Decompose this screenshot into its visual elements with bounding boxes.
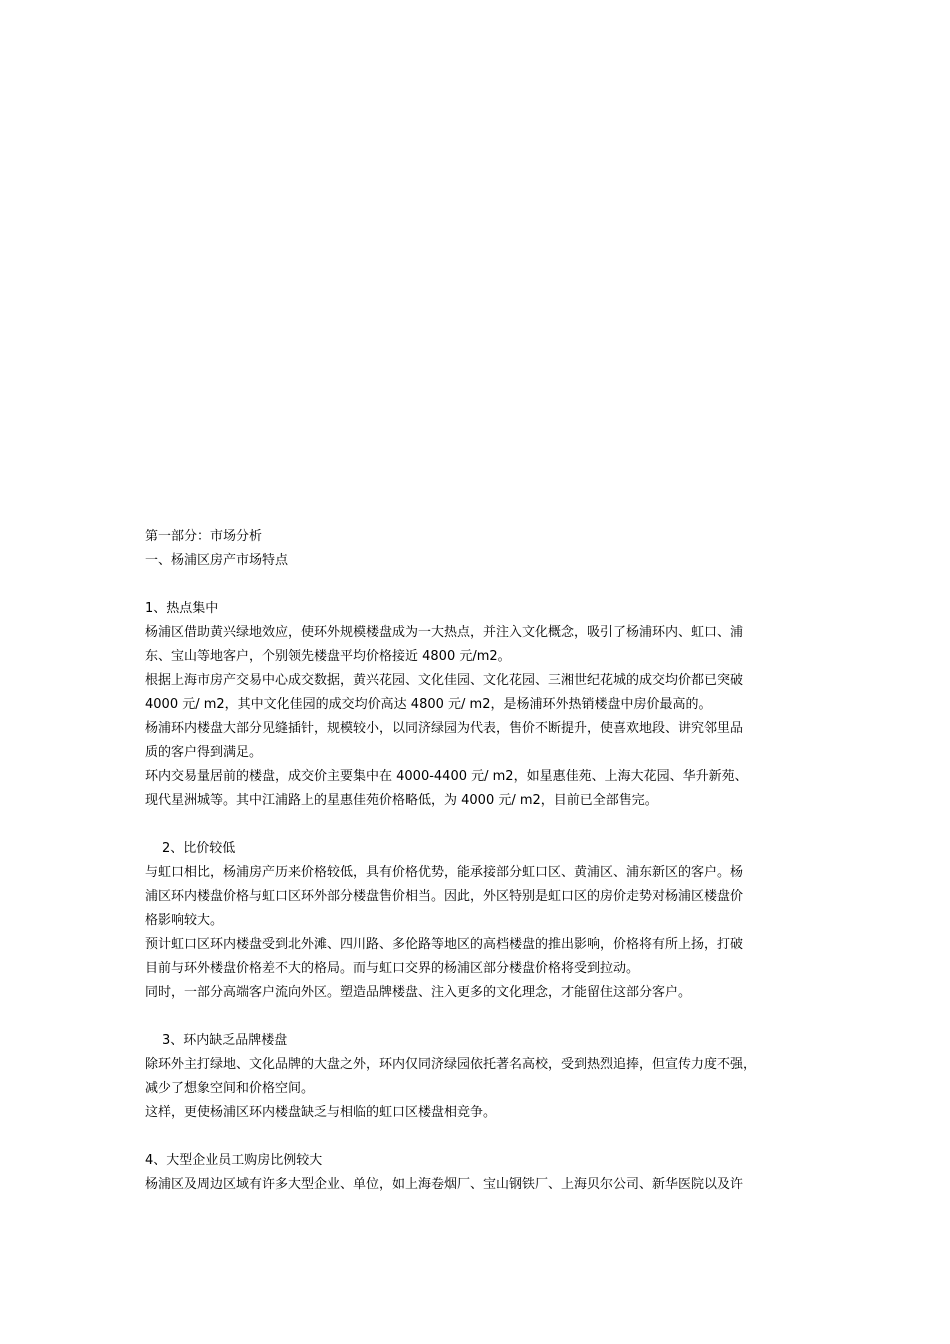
paragraph-line: 浦区环内楼盘价格与虹口区环外部分楼盘售价相当。因此，外区特别是虹口区的房价走势对杨浦区楼盘价 xyxy=(145,889,744,904)
spacer xyxy=(145,573,815,597)
paragraph-line: 与虹口相比，杨浦房产历来价格较低，具有价格优势，能承接部分虹口区、黄浦区、浦东新区的客户。杨 xyxy=(145,865,744,880)
document-body xyxy=(145,525,815,1197)
paragraph-line: 环内交易量居前的楼盘，成交价主要集中在 4000-4400 元/ m2，如星惠佳苑、上海大花园、华升新苑、 xyxy=(145,769,748,784)
paragraph-line: 杨浦区及周边区域有许多大型企业、单位，如上海卷烟厂、宝山钢铁厂、上海贝尔公司、新华医院以及许 xyxy=(145,1177,744,1192)
spacer xyxy=(145,1005,815,1029)
paragraph-line: 现代星洲城等。其中江浦路上的星惠佳苑价格略低，为 4000 元/ m2，目前已全部售完。 xyxy=(145,793,658,808)
paragraph-line: 质的客户得到满足。 xyxy=(145,745,263,760)
paragraph-line: 杨浦区借助黄兴绿地效应，使环外规模楼盘成为一大热点，并注入文化概念，吸引了杨浦环内、虹口、浦 xyxy=(145,625,744,640)
paragraph-line: 杨浦环内楼盘大部分见缝插针，规模较小，以同济绿园为代表，售价不断提升，使喜欢地段、讲究邻里品 xyxy=(145,721,744,736)
subsection-heading-2: 2、比价较低 xyxy=(162,841,236,856)
paragraph-line: 这样，更使杨浦区环内楼盘缺乏与相临的虹口区楼盘相竞争。 xyxy=(145,1105,497,1120)
paragraph-line: 4000 元/ m2，其中文化佳园的成交均价高达 4800 元/ m2，是杨浦环外热销楼盘中房价最高的。 xyxy=(145,697,712,712)
subsection-heading-1: 1、热点集中 xyxy=(145,601,219,616)
paragraph-line: 根据上海市房产交易中心成交数据，黄兴花园、文化佳园、文化花园、三湘世纪花城的成交均价都已突破 xyxy=(145,673,744,688)
subsection-heading-4: 4、大型企业员工购房比例较大 xyxy=(145,1153,323,1168)
paragraph-line: 预计虹口区环内楼盘受到北外滩、四川路、多伦路等地区的高档楼盘的推出影响，价格将有所上扬，打破 xyxy=(145,937,744,952)
paragraph-line: 目前与环外楼盘价格差不大的格局。而与虹口交界的杨浦区部分楼盘价格将受到拉动。 xyxy=(145,961,640,976)
part-title: 第一部分：市场分析 xyxy=(145,529,263,544)
spacer xyxy=(145,813,815,837)
subsection-heading-3: 3、环内缺乏品牌楼盘 xyxy=(162,1033,288,1048)
paragraph-line: 东、宝山等地客户，个别领先楼盘平均价格接近 4800 元/m2。 xyxy=(145,649,511,664)
paragraph-line: 同时，一部分高端客户流向外区。塑造品牌楼盘、注入更多的文化理念，才能留住这部分客户。 xyxy=(145,985,692,1000)
section-title: 一、杨浦区房产市场特点 xyxy=(145,553,289,568)
spacer xyxy=(145,1125,815,1149)
paragraph-line: 格影响较大。 xyxy=(145,913,224,928)
paragraph-line: 除环外主打绿地、文化品牌的大盘之外，环内仅同济绿园依托著名高校，受到热烈追捧，但宣传力度不强， xyxy=(145,1057,757,1072)
paragraph-line: 减少了想象空间和价格空间。 xyxy=(145,1081,315,1096)
